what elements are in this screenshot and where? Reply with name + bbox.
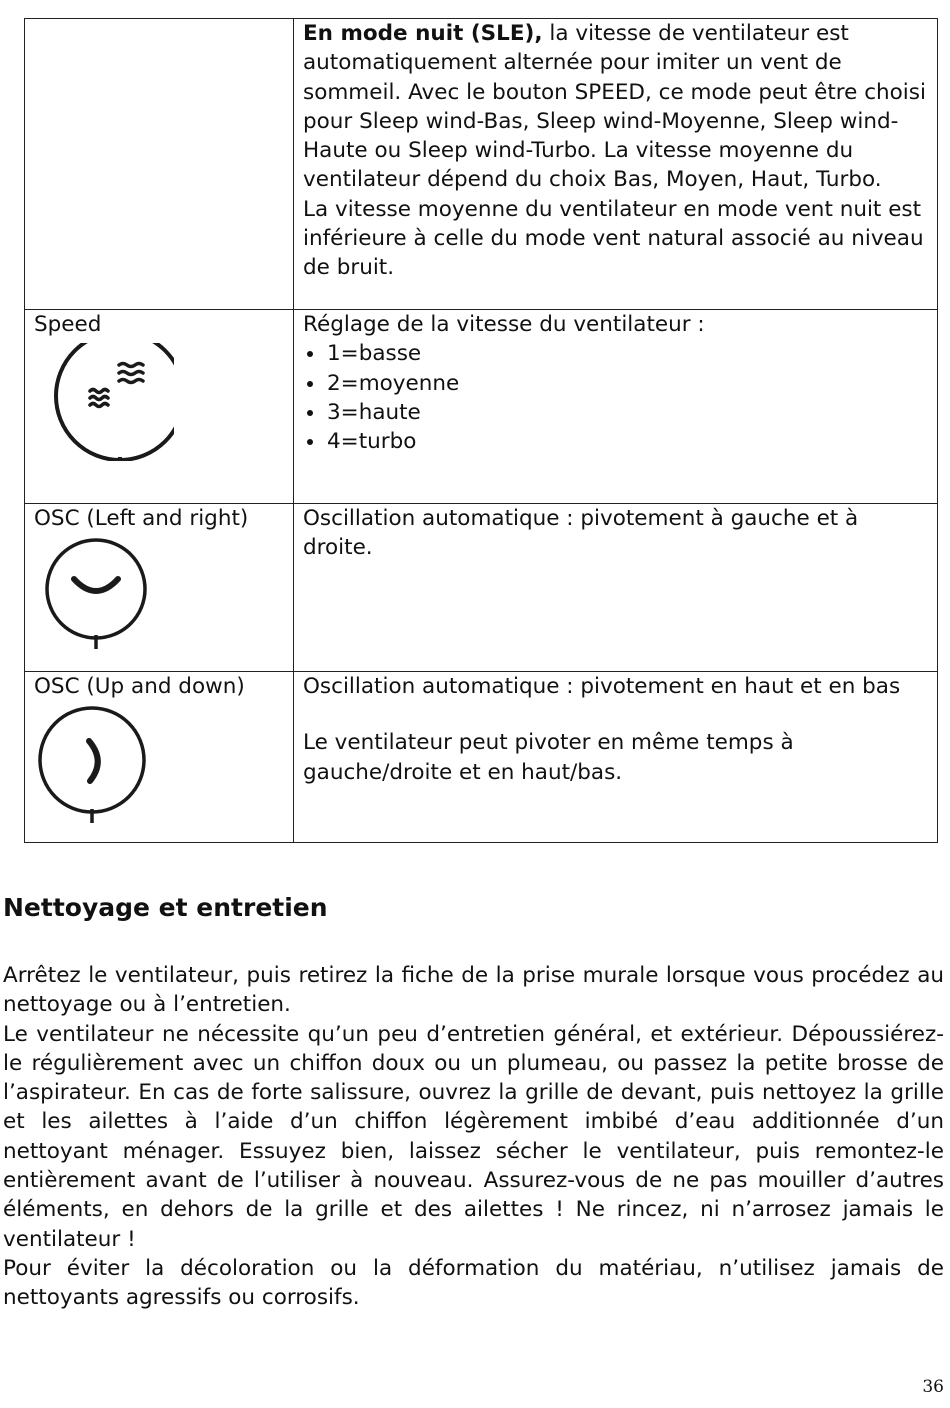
speed-intro: Réglage de la vitesse du ventilateur : [303, 312, 705, 337]
list-item: 1=basse [303, 339, 929, 368]
function-table [24, 18, 938, 843]
oscillation-up-down-icon [34, 705, 285, 823]
table-row-sleep-mode [25, 19, 938, 310]
table-cell-label [25, 19, 294, 310]
osc-combined-note: Le ventilateur peut pivoter en même temps à gauche/droite et en haut/bas. [303, 730, 794, 785]
table-cell-label [25, 504, 294, 672]
speed-icon [34, 343, 285, 461]
table-cell-label [25, 310, 294, 504]
row-label-osc-up-down: OSC (Up and down) [34, 674, 245, 699]
table-cell-description [294, 19, 938, 310]
row-label-osc-left-right: OSC (Left and right) [34, 506, 249, 531]
table-row-osc-up-down [25, 672, 938, 843]
paragraph: Le ventilateur ne nécessite qu’un peu d’entretien général, et extérieur. Dépoussiérez-le régulièrement avec un chiffon doux ou un plumeau, ou passez la petite brosse de l’aspirateur. En cas de forte salissure, ouvrez la grille de devant, puis nettoyez la grille et les ailettes à l’aide d’un chiffon légèrement imbibé d’eau additionnée d’un nettoyant ménager. Essuyez bien, laissez sécher le ventilateur, puis remontez-le entièrement avant de l’utiliser à nouveau. Assurez-vous de ne pas mouiller d’autres éléments, en dehors de la grille et des ailettes ! Ne rincez, ni n’arrosez jamais le ventilateur ! [3, 1021, 944, 1252]
row-label-speed: Speed [34, 312, 102, 337]
sleep-mode-heading: En mode nuit (SLE), la vitesse de ventilateur est automatiquement alternée pour imiter un vent de sommeil. Avec le bouton SPEED, ce mode peut être choisi pour Sleep wind-Bas, Sleep wind-Moyenne, Sleep wind-Haute ou Sleep wind-Turbo. La vitesse moyenne du ventilateur dépend du choix Bas, Moyen, Haut, Turbo. [303, 21, 926, 193]
table-cell-description [294, 504, 938, 672]
paragraph: Arrêtez le ventilateur, puis retirez la fiche de la prise murale lorsque vous procédez au nettoyage ou à l’entretien. [3, 963, 944, 1018]
list-item: 3=haute [303, 398, 929, 427]
table-cell-description [294, 310, 938, 504]
table-cell-description [294, 672, 938, 843]
paragraph: Pour éviter la décoloration ou la déformation du matériau, n’utilisez jamais de nettoyants agressifs ou corrosifs. [3, 1255, 944, 1311]
table-row-speed [25, 310, 938, 504]
list-item: 4=turbo [303, 427, 929, 456]
section-title: Nettoyage et entretien [3, 893, 328, 922]
page-number: 36 [922, 1377, 944, 1397]
table-cell-label [25, 672, 294, 843]
osc-left-right-description: Oscillation automatique : pivotement à gauche et à droite. [303, 506, 859, 561]
oscillation-left-right-icon [34, 537, 285, 649]
table-row-osc-left-right [25, 504, 938, 672]
list-item: 2=moyenne [303, 369, 929, 398]
sleep-mode-note: La vitesse moyenne du ventilateur en mode vent nuit est inférieure à celle du mode vent natural associé au niveau de bruit. [303, 196, 924, 281]
speed-level-list [303, 339, 929, 456]
osc-up-down-description: Oscillation automatique : pivotement en haut et en bas [303, 674, 901, 699]
cleaning-instructions [3, 961, 944, 1313]
